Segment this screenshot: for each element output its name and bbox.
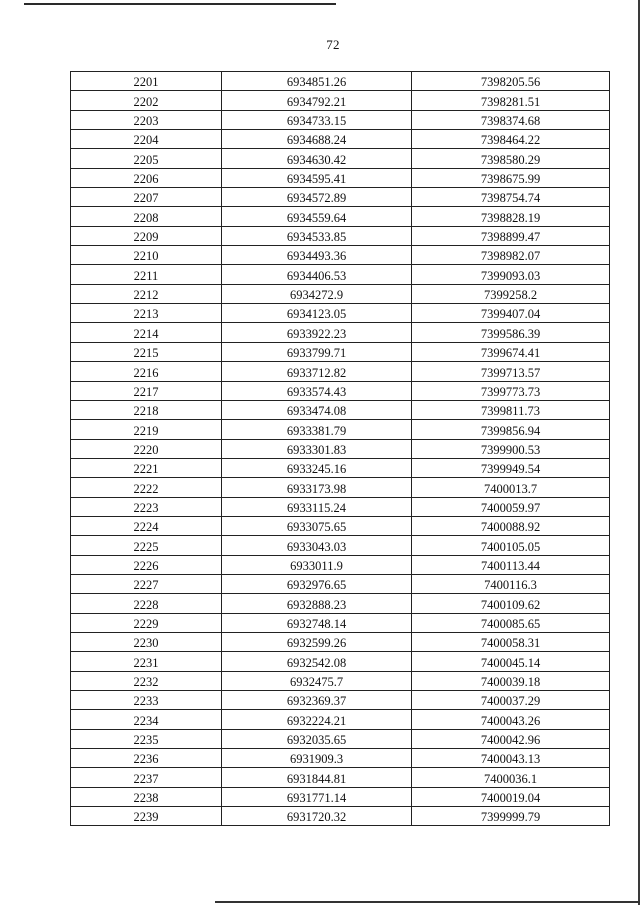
x-coordinate-cell: 6931720.32 <box>222 807 412 826</box>
y-coordinate-cell: 7400043.13 <box>412 749 610 768</box>
table-row <box>71 594 610 613</box>
y-coordinate-cell: 7400058.31 <box>412 632 610 651</box>
y-coordinate-cell: 7400019.04 <box>412 787 610 806</box>
x-coordinate-cell: 6931844.81 <box>222 768 412 787</box>
point-number-cell: 2209 <box>71 226 222 245</box>
point-number-cell: 2236 <box>71 749 222 768</box>
y-coordinate-cell: 7399407.04 <box>412 304 610 323</box>
table-row <box>71 671 610 690</box>
table-row <box>71 91 610 110</box>
y-coordinate-cell: 7399773.73 <box>412 381 610 400</box>
table-row <box>71 516 610 535</box>
y-coordinate-cell: 7398205.56 <box>412 72 610 91</box>
y-coordinate-cell: 7398982.07 <box>412 246 610 265</box>
y-coordinate-cell: 7398675.99 <box>412 168 610 187</box>
point-number-cell: 2222 <box>71 478 222 497</box>
x-coordinate-cell: 6933474.08 <box>222 400 412 419</box>
x-coordinate-cell: 6933574.43 <box>222 381 412 400</box>
x-coordinate-cell: 6934272.9 <box>222 284 412 303</box>
y-coordinate-cell: 7399900.53 <box>412 439 610 458</box>
y-coordinate-cell: 7400039.18 <box>412 671 610 690</box>
point-number-cell: 2212 <box>71 284 222 303</box>
x-coordinate-cell: 6932599.26 <box>222 632 412 651</box>
point-number-cell: 2227 <box>71 574 222 593</box>
x-coordinate-cell: 6934688.24 <box>222 130 412 149</box>
point-number-cell: 2234 <box>71 710 222 729</box>
table-row <box>71 362 610 381</box>
x-coordinate-cell: 6933381.79 <box>222 420 412 439</box>
point-number-cell: 2207 <box>71 188 222 207</box>
x-coordinate-cell: 6932369.37 <box>222 691 412 710</box>
y-coordinate-cell: 7400113.44 <box>412 555 610 574</box>
point-number-cell: 2223 <box>71 497 222 516</box>
x-coordinate-cell: 6933712.82 <box>222 362 412 381</box>
x-coordinate-cell: 6933922.23 <box>222 323 412 342</box>
point-number-cell: 2203 <box>71 110 222 129</box>
x-coordinate-cell: 6932475.7 <box>222 671 412 690</box>
table-row <box>71 246 610 265</box>
x-coordinate-cell: 6934533.85 <box>222 226 412 245</box>
x-coordinate-cell: 6934595.41 <box>222 168 412 187</box>
table-row <box>71 400 610 419</box>
point-number-cell: 2202 <box>71 91 222 110</box>
point-number-cell: 2221 <box>71 458 222 477</box>
x-coordinate-cell: 6932888.23 <box>222 594 412 613</box>
table-row <box>71 574 610 593</box>
x-coordinate-cell: 6933011.9 <box>222 555 412 574</box>
point-number-cell: 2211 <box>71 265 222 284</box>
point-number-cell: 2215 <box>71 342 222 361</box>
y-coordinate-cell: 7399258.2 <box>412 284 610 303</box>
point-number-cell: 2219 <box>71 420 222 439</box>
point-number-cell: 2235 <box>71 729 222 748</box>
y-coordinate-cell: 7399856.94 <box>412 420 610 439</box>
table-row <box>71 304 610 323</box>
point-number-cell: 2220 <box>71 439 222 458</box>
point-number-cell: 2224 <box>71 516 222 535</box>
point-number-cell: 2208 <box>71 207 222 226</box>
x-coordinate-cell: 6933301.83 <box>222 439 412 458</box>
x-coordinate-cell: 6932035.65 <box>222 729 412 748</box>
y-coordinate-cell: 7400059.97 <box>412 497 610 516</box>
point-number-cell: 2213 <box>71 304 222 323</box>
table-row <box>71 188 610 207</box>
x-coordinate-cell: 6931909.3 <box>222 749 412 768</box>
y-coordinate-cell: 7398374.68 <box>412 110 610 129</box>
x-coordinate-cell: 6933173.98 <box>222 478 412 497</box>
x-coordinate-cell: 6933075.65 <box>222 516 412 535</box>
x-coordinate-cell: 6932748.14 <box>222 613 412 632</box>
point-number-cell: 2225 <box>71 536 222 555</box>
table-row <box>71 536 610 555</box>
table-row <box>71 807 610 826</box>
y-coordinate-cell: 7400036.1 <box>412 768 610 787</box>
point-number-cell: 2217 <box>71 381 222 400</box>
x-coordinate-cell: 6934792.21 <box>222 91 412 110</box>
x-coordinate-cell: 6934630.42 <box>222 149 412 168</box>
table-row <box>71 168 610 187</box>
x-coordinate-cell: 6933043.03 <box>222 536 412 555</box>
table-row <box>71 130 610 149</box>
y-coordinate-cell: 7400088.92 <box>412 516 610 535</box>
point-number-cell: 2232 <box>71 671 222 690</box>
point-number-cell: 2228 <box>71 594 222 613</box>
table-row <box>71 478 610 497</box>
point-number-cell: 2226 <box>71 555 222 574</box>
table-row <box>71 613 610 632</box>
table-row <box>71 787 610 806</box>
y-coordinate-cell: 7399674.41 <box>412 342 610 361</box>
table-row <box>71 497 610 516</box>
point-number-cell: 2201 <box>71 72 222 91</box>
y-coordinate-cell: 7400045.14 <box>412 652 610 671</box>
table-row <box>71 207 610 226</box>
x-coordinate-cell: 6932976.65 <box>222 574 412 593</box>
y-coordinate-cell: 7398899.47 <box>412 226 610 245</box>
x-coordinate-cell: 6933245.16 <box>222 458 412 477</box>
table-row <box>71 420 610 439</box>
x-coordinate-cell: 6932224.21 <box>222 710 412 729</box>
x-coordinate-cell: 6934733.15 <box>222 110 412 129</box>
y-coordinate-cell: 7400042.96 <box>412 729 610 748</box>
y-coordinate-cell: 7400037.29 <box>412 691 610 710</box>
x-coordinate-cell: 6933799.71 <box>222 342 412 361</box>
y-coordinate-cell: 7399949.54 <box>412 458 610 477</box>
x-coordinate-cell: 6934851.26 <box>222 72 412 91</box>
table-row <box>71 632 610 651</box>
table-row <box>71 555 610 574</box>
point-number-cell: 2238 <box>71 787 222 806</box>
x-coordinate-cell: 6931771.14 <box>222 787 412 806</box>
point-number-cell: 2230 <box>71 632 222 651</box>
point-number-cell: 2214 <box>71 323 222 342</box>
x-coordinate-cell: 6932542.08 <box>222 652 412 671</box>
y-coordinate-cell: 7400116.3 <box>412 574 610 593</box>
table-row <box>71 381 610 400</box>
page-number: 72 <box>326 37 340 52</box>
x-coordinate-cell: 6933115.24 <box>222 497 412 516</box>
table-row <box>71 284 610 303</box>
x-coordinate-cell: 6934406.53 <box>222 265 412 284</box>
point-number-cell: 2231 <box>71 652 222 671</box>
y-coordinate-cell: 7400085.65 <box>412 613 610 632</box>
point-number-cell: 2206 <box>71 168 222 187</box>
point-number-cell: 2233 <box>71 691 222 710</box>
y-coordinate-cell: 7399811.73 <box>412 400 610 419</box>
y-coordinate-cell: 7400013.7 <box>412 478 610 497</box>
point-number-cell: 2237 <box>71 768 222 787</box>
point-number-cell: 2216 <box>71 362 222 381</box>
y-coordinate-cell: 7400105.05 <box>412 536 610 555</box>
y-coordinate-cell: 7400109.62 <box>412 594 610 613</box>
table-row <box>71 323 610 342</box>
table-row <box>71 652 610 671</box>
y-coordinate-cell: 7399999.79 <box>412 807 610 826</box>
y-coordinate-cell: 7400043.26 <box>412 710 610 729</box>
y-coordinate-cell: 7399713.57 <box>412 362 610 381</box>
table-row <box>71 729 610 748</box>
y-coordinate-cell: 7398464.22 <box>412 130 610 149</box>
table-row <box>71 149 610 168</box>
x-coordinate-cell: 6934493.36 <box>222 246 412 265</box>
y-coordinate-cell: 7398580.29 <box>412 149 610 168</box>
x-coordinate-cell: 6934559.64 <box>222 207 412 226</box>
table-row <box>71 768 610 787</box>
coordinates-table-body <box>71 72 610 826</box>
scan-border-bottom <box>215 901 640 903</box>
y-coordinate-cell: 7398828.19 <box>412 207 610 226</box>
y-coordinate-cell: 7398754.74 <box>412 188 610 207</box>
point-number-cell: 2205 <box>71 149 222 168</box>
table-row <box>71 691 610 710</box>
table-row <box>71 72 610 91</box>
y-coordinate-cell: 7399586.39 <box>412 323 610 342</box>
point-number-cell: 2229 <box>71 613 222 632</box>
y-coordinate-cell: 7398281.51 <box>412 91 610 110</box>
table-row <box>71 458 610 477</box>
x-coordinate-cell: 6934572.89 <box>222 188 412 207</box>
table-row <box>71 265 610 284</box>
point-number-cell: 2239 <box>71 807 222 826</box>
y-coordinate-cell: 7399093.03 <box>412 265 610 284</box>
table-row <box>71 110 610 129</box>
table-row <box>71 749 610 768</box>
point-number-cell: 2204 <box>71 130 222 149</box>
table-row <box>71 342 610 361</box>
coordinates-table <box>70 71 610 826</box>
scan-border-top <box>24 3 336 5</box>
point-number-cell: 2218 <box>71 400 222 419</box>
point-number-cell: 2210 <box>71 246 222 265</box>
table-row <box>71 710 610 729</box>
x-coordinate-cell: 6934123.05 <box>222 304 412 323</box>
table-row <box>71 439 610 458</box>
table-row <box>71 226 610 245</box>
